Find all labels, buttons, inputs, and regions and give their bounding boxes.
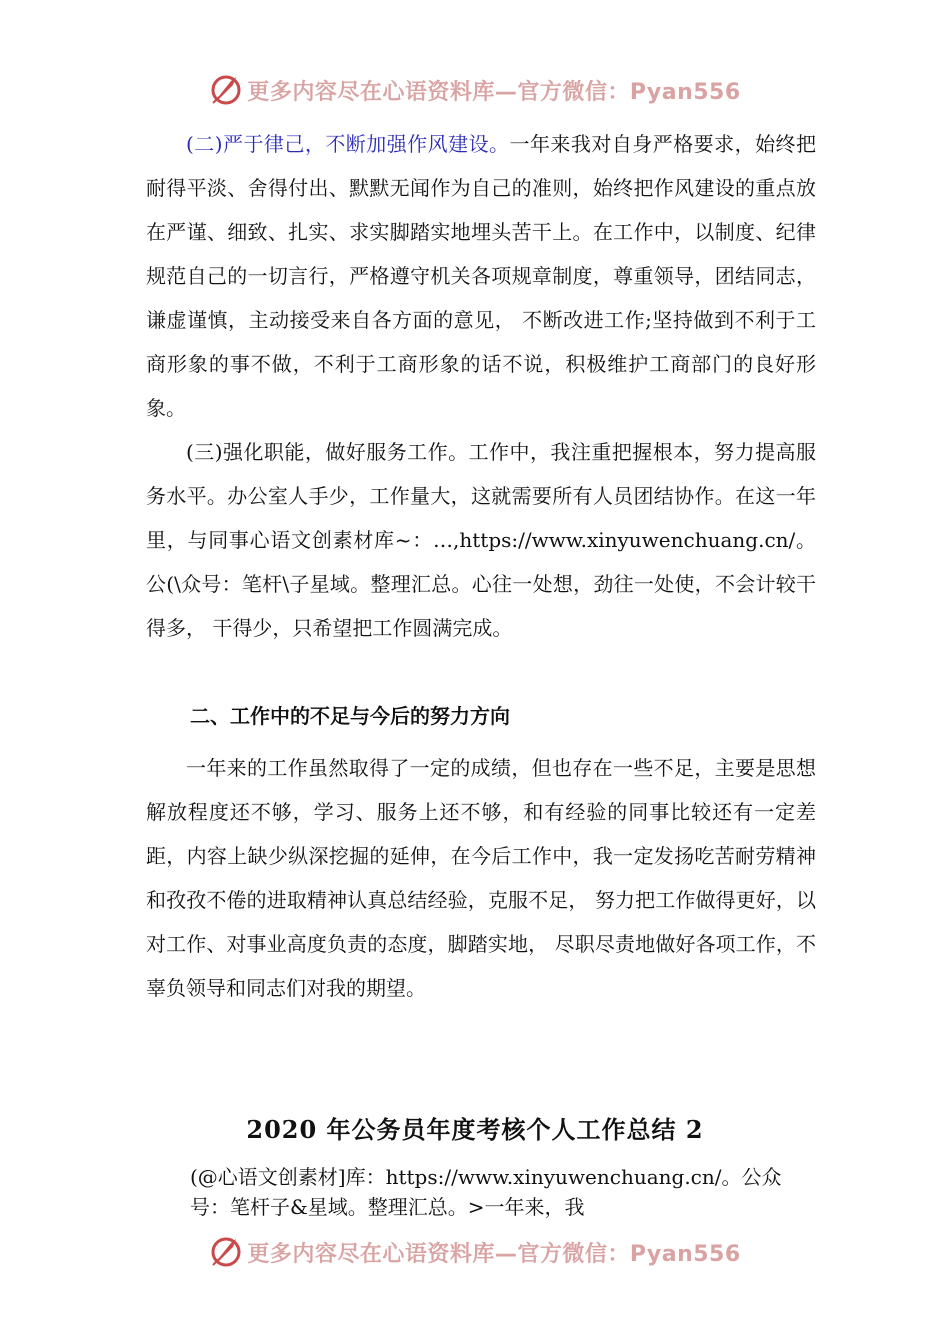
section-heading: 二、工作中的不足与今后的努力方向: [190, 704, 510, 728]
section-2-body: 一年来我对自身严格要求，始终把耐得平淡、舍得付出、默默无闻作为自己的准则，始终把作风建设的重点放在严谨、细致、扎实、求实脚踏实地埋头苦干上。在工作中，以制度、纪律规范自己的一切言行，严格遵守机关各项规章制度，尊重领导，团结同志，谦虚谨慎，主动接受来自各方面的意见， 不断改进工作;坚持做到不利于工商形象的事不做，不利于工商形象的话不说，积极维护工商部门的良好形象。: [146, 132, 816, 420]
section-4-text: 一年来的工作虽然取得了一定的成绩，但也存在一些不足，主要是思想解放程度还不够，学习、服务上还不够，和有经验的同事比较还有一定差距，内容上缺少纵深挖掘的延伸，在今后工作中，我一定发扬吃苦耐劳精神和孜孜不倦的进取精神认真总结经验，克服不足， 努力把工作做得更好，以对工作、对事业高度负责的态度，脚踏实地， 尽职尽责地做好各项工作，不辜负领导和同志们对我的期望。: [146, 756, 816, 1000]
document-title: 2020 年公务员年度考核个人工作总结 2: [246, 1115, 704, 1144]
section-2-paragraph: [146, 122, 816, 430]
section-4-paragraph: [146, 746, 816, 1010]
feather-logo-icon: [209, 73, 243, 107]
footer-banner: [0, 1232, 950, 1272]
feather-logo-icon: [209, 1235, 243, 1269]
section-3-text: (三)强化职能，做好服务工作。工作中，我注重把握根本，努力提高服务水平。办公室人手少，工作量大，这就需要所有人员团结协作。在这一年里，与同事心语文创素材库~：…,https://www.xinyuwenchuang.cn/。公(\众号：笔杆\子星域。整理汇总。心往一处想，劲往一处使，不会计较干得多， 干得少，只希望把工作圆满完成。: [146, 440, 816, 640]
section-2-lead: (二)严于律己，不断加强作风建设。: [186, 132, 510, 156]
source-note: (@心语文创素材]库：https://www.xinyuwenchuang.cn/。公众号：笔杆子&星域。整理汇总。>一年来，我: [190, 1165, 782, 1219]
section-3-paragraph: [146, 430, 816, 650]
footer-banner-text: 更多内容尽在心语资料库—官方微信：Pyan556: [247, 1241, 741, 1267]
header-banner-text: 更多内容尽在心语资料库—官方微信：Pyan556: [247, 79, 741, 105]
header-banner: [0, 70, 950, 110]
